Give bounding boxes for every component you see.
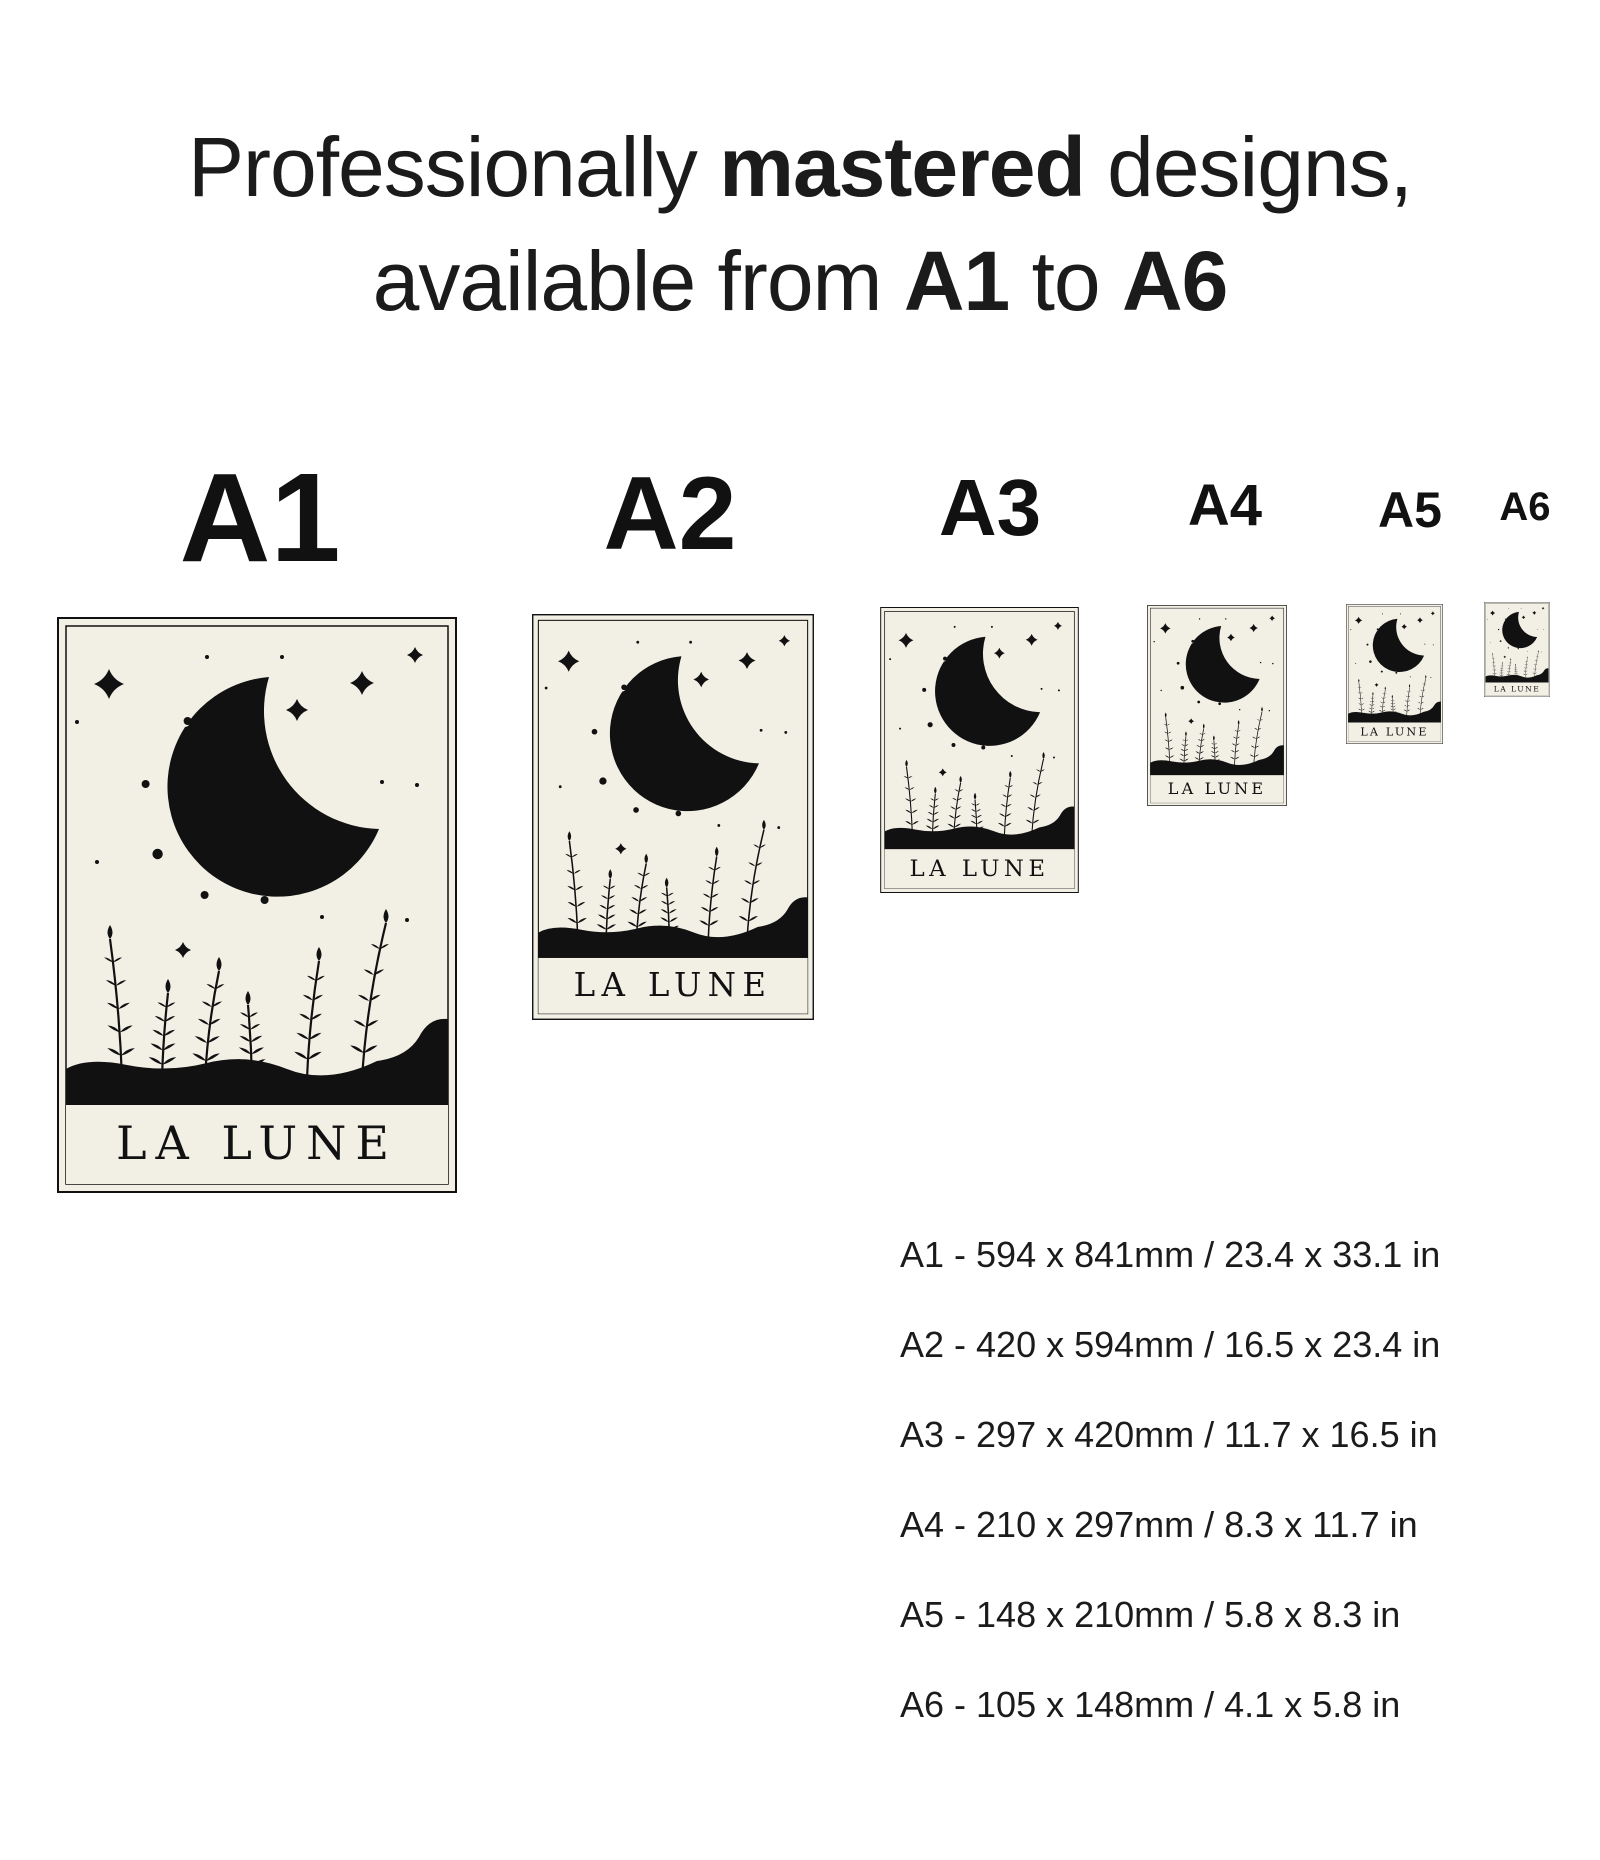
poster-a6 bbox=[1484, 602, 1550, 697]
size-label-a5: A5 bbox=[1378, 482, 1442, 538]
poster-title: LA LUNE bbox=[1493, 684, 1541, 694]
poster-title: LA LUNE bbox=[115, 1116, 399, 1170]
headline-bold-text: A6 bbox=[1121, 234, 1228, 328]
size-spec-a1: A1 - 594 x 841mm / 23.4 x 33.1 in bbox=[900, 1234, 1441, 1275]
headline-bold-text: A1 bbox=[903, 234, 1010, 328]
poster-a2 bbox=[532, 614, 814, 1020]
poster-title: LA LUNE bbox=[909, 856, 1050, 883]
poster-a3 bbox=[880, 607, 1079, 893]
size-label-a6: A6 bbox=[1499, 485, 1551, 529]
size-label-a2: A2 bbox=[603, 456, 737, 572]
poster-a5 bbox=[1346, 604, 1443, 744]
headline-text: designs, bbox=[1084, 120, 1412, 214]
headline-line-1 bbox=[0, 110, 1600, 224]
size-spec-a4: A4 - 210 x 297mm / 8.3 x 11.7 in bbox=[900, 1504, 1418, 1545]
poster-title: LA LUNE bbox=[573, 966, 773, 1005]
headline-text: available from bbox=[372, 234, 904, 328]
size-spec-a3: A3 - 297 x 420mm / 11.7 x 16.5 in bbox=[900, 1414, 1438, 1455]
size-spec-a2: A2 - 420 x 594mm / 16.5 x 23.4 in bbox=[900, 1324, 1441, 1365]
size-spec-a5: A5 - 148 x 210mm / 5.8 x 8.3 in bbox=[900, 1594, 1401, 1635]
poster-a1 bbox=[57, 617, 457, 1193]
headline-line-2 bbox=[0, 224, 1600, 338]
poster-title: LA LUNE bbox=[1360, 725, 1429, 739]
size-label-a3: A3 bbox=[938, 463, 1042, 552]
poster-a4 bbox=[1147, 605, 1287, 806]
headline-bold-text: mastered bbox=[719, 120, 1085, 214]
size-spec-a6: A6 - 105 x 148mm / 4.1 x 5.8 in bbox=[900, 1684, 1401, 1725]
size-label-a4: A4 bbox=[1187, 473, 1263, 538]
size-label-a1: A1 bbox=[179, 447, 341, 588]
headline-text: to bbox=[1009, 234, 1122, 328]
headline bbox=[0, 110, 1600, 338]
headline-text: Professionally bbox=[188, 120, 720, 214]
size-spec-list bbox=[900, 1210, 1560, 1750]
poster-title: LA LUNE bbox=[1167, 779, 1267, 799]
